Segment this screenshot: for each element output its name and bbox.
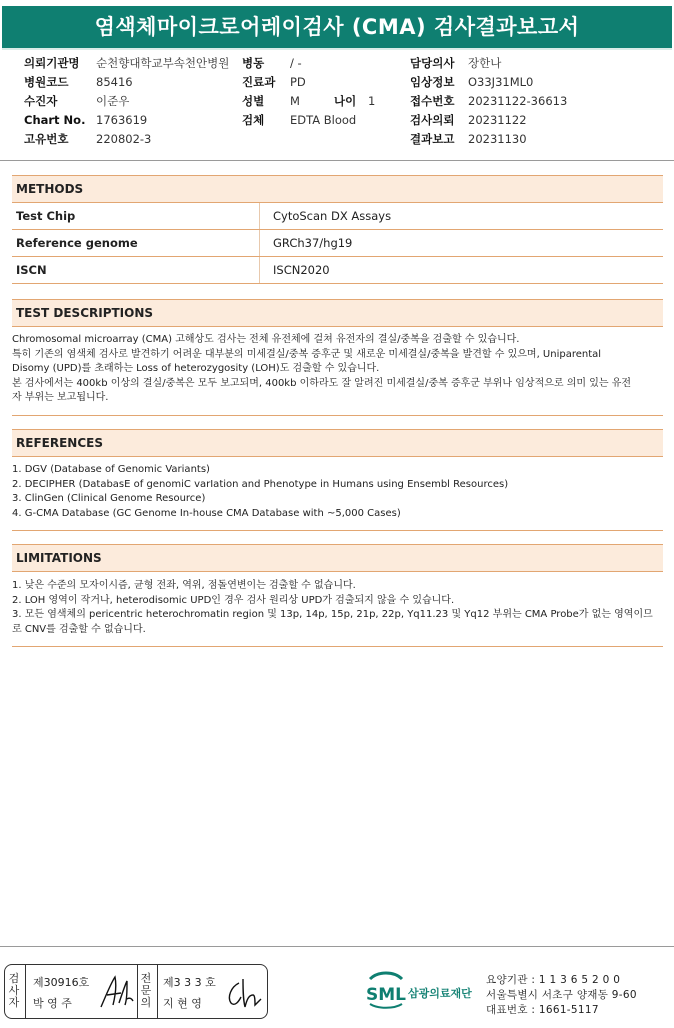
header-divider — [0, 160, 674, 161]
limitations-heading: LIMITATIONS — [12, 544, 663, 572]
limitation-item: 로 CNV를 검출할 수 없습니다. — [12, 623, 146, 635]
org-phone: 대표번호 : 1661-5117 — [486, 1004, 599, 1016]
tester-name: 박 영 주 — [33, 997, 72, 1010]
value-hospital-code: 85416 — [96, 75, 133, 89]
label-accession-no: 접수번호 — [410, 94, 455, 108]
tester-signature — [97, 973, 137, 1011]
column-divider — [259, 230, 260, 256]
descriptions-heading: TEST DESCRIPTIONS — [12, 299, 663, 327]
reviewer-license-no: 제3 3 3 호 — [163, 976, 216, 989]
value-age: 1 — [368, 94, 376, 108]
signature-box — [4, 964, 268, 1019]
label-sex: 성별 — [242, 94, 265, 108]
value-clinical-info: O33J31ML0 — [468, 75, 534, 89]
value-ward: / - — [290, 56, 302, 70]
reviewer-name: 지 현 영 — [163, 997, 202, 1010]
footer-divider — [0, 946, 674, 947]
section-divider — [12, 530, 663, 531]
limitation-item: 2. LOH 영역이 작거나, heterodisomic UPD인 경우 검사 원리상 UPD가 검출되지 않을 수 있습니다. — [12, 594, 455, 606]
reviewer-label — [139, 973, 153, 1009]
methods-label: Test Chip — [16, 209, 76, 223]
references-text — [12, 463, 663, 521]
methods-value: GRCh37/hg19 — [273, 236, 353, 250]
label-request-date: 검사의뢰 — [410, 113, 455, 127]
tester-label — [7, 973, 21, 1009]
label-ward: 병동 — [242, 56, 265, 70]
box-divider — [25, 965, 26, 1018]
value-chart-no: 1763619 — [96, 113, 148, 127]
methods-row — [12, 203, 663, 230]
label-age: 나이 — [334, 94, 357, 108]
value-requesting-institution: 순천향대학교부속천안병원 — [96, 56, 230, 70]
description-line: 자 부위는 보고됩니다. — [12, 392, 109, 404]
org-address: 서울특별시 서초구 양재동 9-60 — [486, 989, 637, 1001]
patient-info-middle — [242, 54, 375, 130]
report-title: 염색체마이크로어레이검사 (CMA) 검사결과보고서 — [2, 6, 672, 48]
value-patient-name: 이준우 — [96, 94, 130, 108]
svg-text:SML: SML — [366, 985, 406, 1005]
value-unique-no: 220802-3 — [96, 132, 152, 146]
logo-text: 삼광의료재단 — [408, 987, 472, 1000]
label-specimen: 검체 — [242, 113, 265, 127]
reference-item: 1. DGV (Database of Genomic Variants) — [12, 464, 210, 475]
methods-value: CytoScan DX Assays — [273, 209, 392, 223]
label-chart-no: Chart No. — [24, 113, 86, 127]
value-request-date: 20231122 — [468, 113, 527, 127]
value-report-date: 20231130 — [468, 132, 527, 146]
description-line: Disomy (UPD)를 초래하는 Loss of heterozygosity (LOH)도 검출할 수 있습니다. — [12, 363, 380, 375]
description-line: 본 검사에서는 400kb 이상의 결실/중복은 모두 보고되며, 400kb 이하라도 잘 알려진 미세결실/중복 증후군 부위나 임상적으로 의미 있는 유전 — [12, 377, 632, 389]
methods-label: Reference genome — [16, 236, 138, 250]
tester-label-text: 검사자 — [8, 972, 20, 1009]
column-divider — [259, 257, 260, 283]
reference-item: 4. G-CMA Database (GC Genome In-house CMA Database with ~5,000 Cases) — [12, 507, 401, 519]
label-department: 진료과 — [242, 75, 276, 89]
description-line: Chromosomal microarray (CMA) 고해상도 검사는 전체 유전체에 걸쳐 유전자의 결실/중복을 검출할 수 있습니다. — [12, 334, 520, 345]
description-line: 특히 기존의 염색체 검사로 발견하기 어려운 대부분의 미세결실/중복 증후군 및 새로운 미세결실/중복을 발견할 수 있으며, Uniparental — [12, 348, 602, 360]
methods-value: ISCN2020 — [273, 263, 330, 277]
reviewer-signature — [223, 975, 263, 1011]
limitation-item: 1. 낮은 수준의 모자이시즘, 균형 전좌, 역위, 점돌연변이는 검출할 수 없습니다. — [12, 580, 356, 591]
descriptions-text — [12, 333, 663, 406]
section-divider — [12, 415, 663, 416]
tester-license-no: 제30916호 — [33, 976, 90, 989]
label-patient-name: 수진자 — [24, 94, 58, 108]
box-divider — [137, 965, 138, 1018]
references-heading: REFERENCES — [12, 429, 663, 457]
reviewer-label-text: 전문의 — [140, 972, 152, 1009]
limitation-item: 3. 모든 염색체의 pericentric heterochromatin region 및 13p, 14p, 15p, 21p, 22p, Yq11.23 및 Yq12 부위는 CMA Probe가 없는 영역이므 — [12, 609, 653, 621]
label-hospital-code: 병원코드 — [24, 75, 69, 89]
label-requesting-institution: 의뢰기관명 — [24, 56, 80, 70]
org-code: 요양기관 : 1 1 3 6 5 2 0 0 — [486, 974, 621, 986]
box-divider — [157, 965, 158, 1018]
section-divider — [12, 646, 663, 647]
label-report-date: 결과보고 — [410, 132, 455, 146]
patient-info-right — [410, 54, 567, 149]
reference-item: 3. ClinGen (Clinical Genome Resource) — [12, 493, 206, 505]
value-sex: M — [290, 94, 300, 108]
label-unique-no: 고유번호 — [24, 132, 69, 146]
value-specimen: EDTA Blood — [290, 113, 357, 127]
label-clinical-info: 임상정보 — [410, 75, 455, 89]
value-doctor: 장한나 — [468, 56, 502, 70]
methods-row — [12, 230, 663, 257]
label-doctor: 담당의사 — [410, 56, 455, 70]
patient-info-left — [24, 54, 229, 149]
methods-row — [12, 257, 663, 284]
value-accession-no: 20231122-36613 — [468, 94, 568, 108]
reference-item: 2. DECIPHER (DatabasE of genomiC varIation and Phenotype in Humans using Ensembl Resources) — [12, 478, 509, 490]
methods-heading: METHODS — [12, 175, 663, 203]
value-department: PD — [290, 75, 306, 89]
title-underline — [2, 48, 672, 50]
methods-label: ISCN — [16, 263, 47, 277]
limitations-text — [12, 579, 663, 637]
column-divider — [259, 203, 260, 229]
